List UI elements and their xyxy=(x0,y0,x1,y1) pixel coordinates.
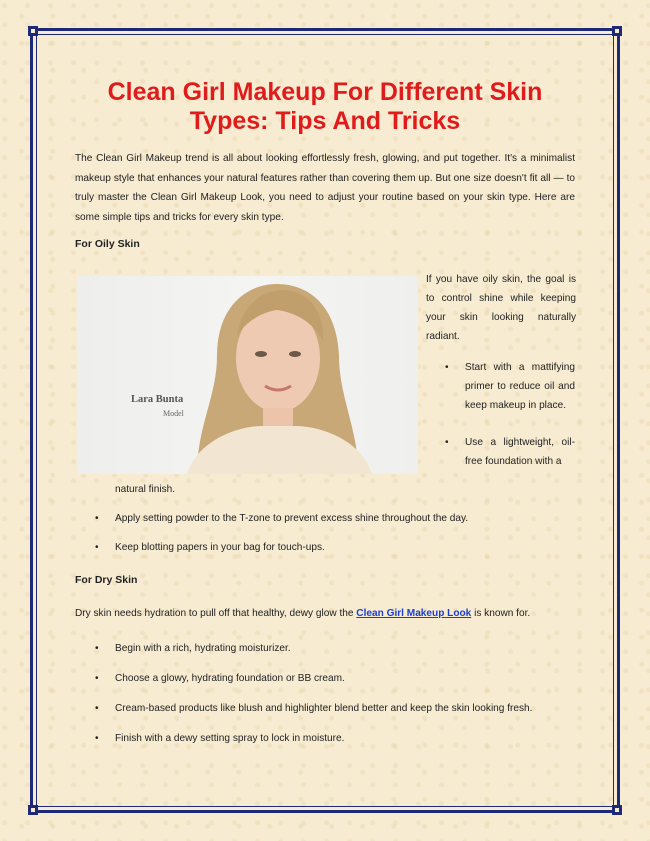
corner-ornament xyxy=(28,805,38,815)
clean-girl-makeup-link[interactable]: Clean Girl Makeup Look xyxy=(356,608,472,619)
corner-ornament xyxy=(28,26,38,36)
model-name-label: Lara Bunta xyxy=(131,394,184,405)
list-item: • Begin with a rich, hydrating moisturizer. xyxy=(95,643,291,654)
oily-bullets-side xyxy=(445,358,575,471)
list-item: • Use a lightweight, oil-free foundation with a xyxy=(445,437,575,467)
oily-skin-paragraph: If you have oily skin, the goal is to control shine while keeping your skin looking naturally radiant. xyxy=(426,274,576,342)
bullet-continuation: natural finish. xyxy=(115,484,176,495)
document-body xyxy=(75,78,576,744)
dry-skin-paragraph: Dry skin needs hydration to pull off that healthy, dewy glow the Clean Girl Makeup Look is known for. xyxy=(75,608,531,619)
oily-skin-heading: For Oily Skin xyxy=(75,238,140,250)
dry-skin-heading: For Dry Skin xyxy=(75,574,138,586)
intro-paragraph: The Clean Girl Makeup trend is all about looking effortlessly fresh, glowing, and put together. It's a minimalist makeup style that enhances your natural features rather than covering them up. But one size doesn't fit all — to truly master the Clean Girl Makeup Look, you need to adjust your routine based on your skin type. Here are some simple tips and tricks for every skin type. xyxy=(75,153,575,223)
oily-bullets-full xyxy=(95,509,575,557)
page-title: Clean Girl Makeup For Different Skin Types: Tips And Tricks xyxy=(107,78,543,135)
dry-bullets xyxy=(95,639,575,748)
list-item: • Start with a mattifying primer to reduce oil and keep makeup in place. xyxy=(445,362,575,411)
model-photo xyxy=(77,276,418,474)
list-item: • Cream-based products like blush and highlighter blend better and keep the skin looking fresh. xyxy=(95,703,533,714)
list-item: • Keep blotting papers in your bag for touch-ups. xyxy=(95,542,325,553)
corner-ornament xyxy=(612,805,622,815)
list-item: • Choose a glowy, hydrating foundation or BB cream. xyxy=(95,673,345,684)
list-item: • Apply setting powder to the T-zone to prevent excess shine throughout the day. xyxy=(95,513,469,524)
list-item: • Finish with a dewy setting spray to lock in moisture. xyxy=(95,733,345,744)
corner-ornament xyxy=(612,26,622,36)
model-portrait-illustration xyxy=(77,276,418,474)
model-role-label: Model xyxy=(163,409,184,418)
